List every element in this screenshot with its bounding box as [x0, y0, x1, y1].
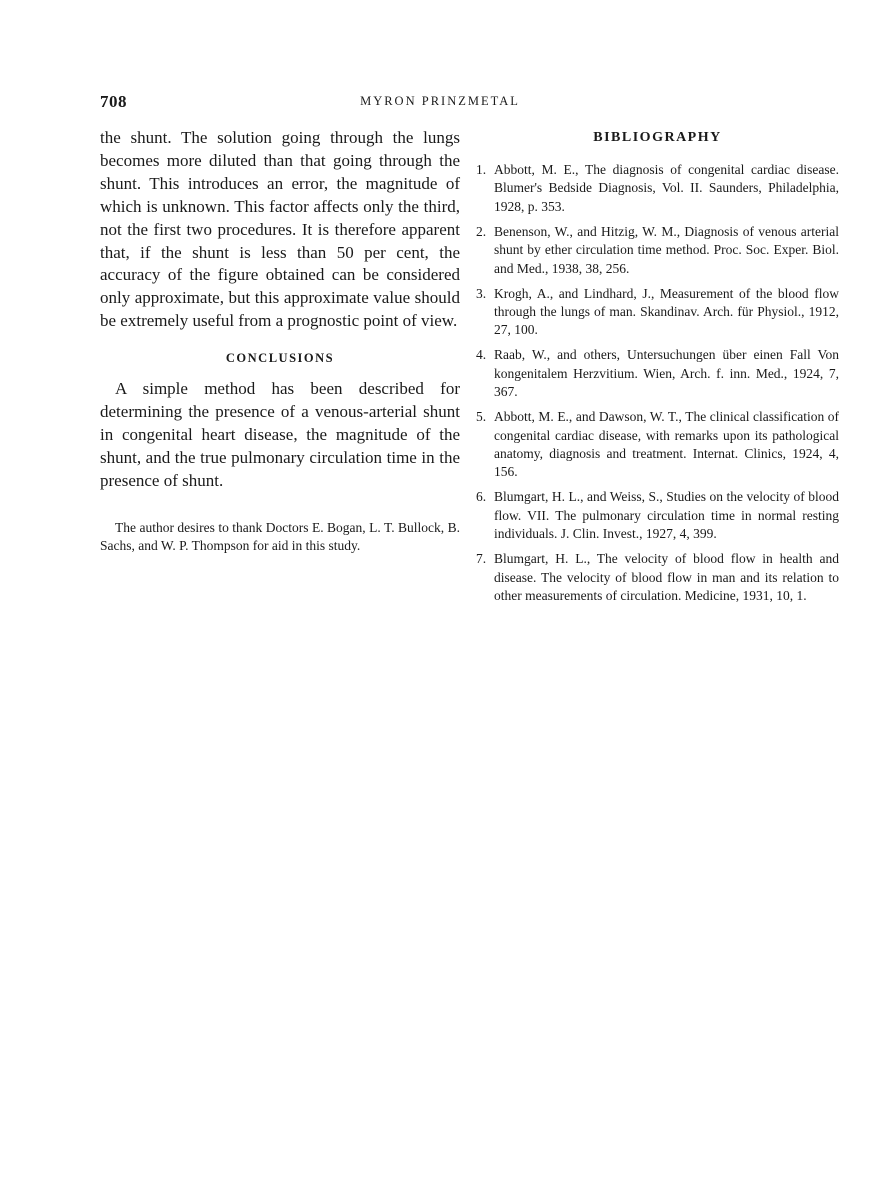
bibliography-heading: BIBLIOGRAPHY — [593, 130, 722, 145]
running-head: MYRON PRINZMETAL — [360, 94, 520, 108]
reference-item — [476, 488, 839, 543]
reference-number: 2. — [476, 223, 487, 239]
reference-item — [476, 223, 839, 278]
reference-number: 5. — [476, 409, 487, 425]
reference-text: Raab, W., and others, Untersuchungen über einen Fall Von kongenitalem Herzvitium. Wien, Arch. f. inn. Med., 1924, 7, 367. — [494, 347, 839, 400]
reference-number: 7. — [476, 551, 487, 567]
reference-text: Benenson, W., and Hitzig, W. M., Diagnosis of venous arterial shunt by ether circulation time method. Proc. Soc. Exper. Biol. and Med., 1938, 38, 256. — [494, 223, 839, 276]
continued-paragraph: the shunt. The solution going through the lungs becomes more diluted than that going through the shunt. This introduces an error, the magnitude of which is unknown. This factor affects only the third, not the first two procedures. It is therefore apparent that, if the shunt is less than 50 per cent, the accuracy of the figure obtained can be considered only approximate, but this approximate value should be extremely useful from a prognostic point of view. — [100, 128, 460, 331]
reference-number: 1. — [476, 162, 487, 177]
conclusions-heading: CONCLUSIONS — [225, 351, 335, 366]
reference-text: Blumgart, H. L., The velocity of blood flow in health and disease. The velocity of blood flow in man and its relation to other measurements of circulation. Medicine, 1931, 10, 1. — [494, 551, 839, 604]
reference-text: Krogh, A., and Lindhard, J., Measurement of the blood flow through the lungs of man. Skandinav. Arch. für Physiol., 1912, 27, 100. — [494, 285, 839, 338]
reference-number: 4. — [476, 347, 487, 363]
reference-text: Abbott, M. E., The diagnosis of congenital cardiac disease. Blumer's Bedside Diagnosis, Vol. II. Saunders, Philadelphia, 1928, p. 353. — [494, 162, 839, 214]
left-column — [100, 127, 460, 555]
reference-item — [476, 285, 839, 340]
reference-number: 3. — [476, 285, 487, 301]
reference-text: Abbott, M. E., and Dawson, W. T., The clinical classification of congenital cardiac disease, with remarks upon its pathological anatomy, diagnosis and treatment. Internat. Clinics, 1924, 4, 156. — [494, 409, 839, 480]
reference-item — [476, 161, 839, 216]
conclusions-text: A simple method has been described for determining the presence of a venous-arterial shunt in congenital heart disease, the magnitude of the shunt, and the true pulmonary circulation time in the presence of shunt. — [100, 379, 460, 490]
reference-item — [476, 550, 839, 605]
acknowledgment: The author desires to thank Doctors E. Bogan, L. T. Bullock, B. Sachs, and W. P. Thompson for aid in this study. — [100, 519, 460, 553]
page-header — [100, 92, 780, 116]
reference-list — [476, 161, 839, 606]
reference-item — [476, 346, 839, 401]
reference-text: Blumgart, H. L., and Weiss, S., Studies on the velocity of blood flow. VII. The pulmonary circulation time in normal resting individuals. J. Clin. Invest., 1927, 4, 399. — [494, 489, 839, 542]
reference-item — [476, 408, 839, 482]
reference-number: 6. — [476, 489, 487, 505]
page-number: 708 — [100, 92, 127, 111]
right-column — [476, 127, 839, 612]
